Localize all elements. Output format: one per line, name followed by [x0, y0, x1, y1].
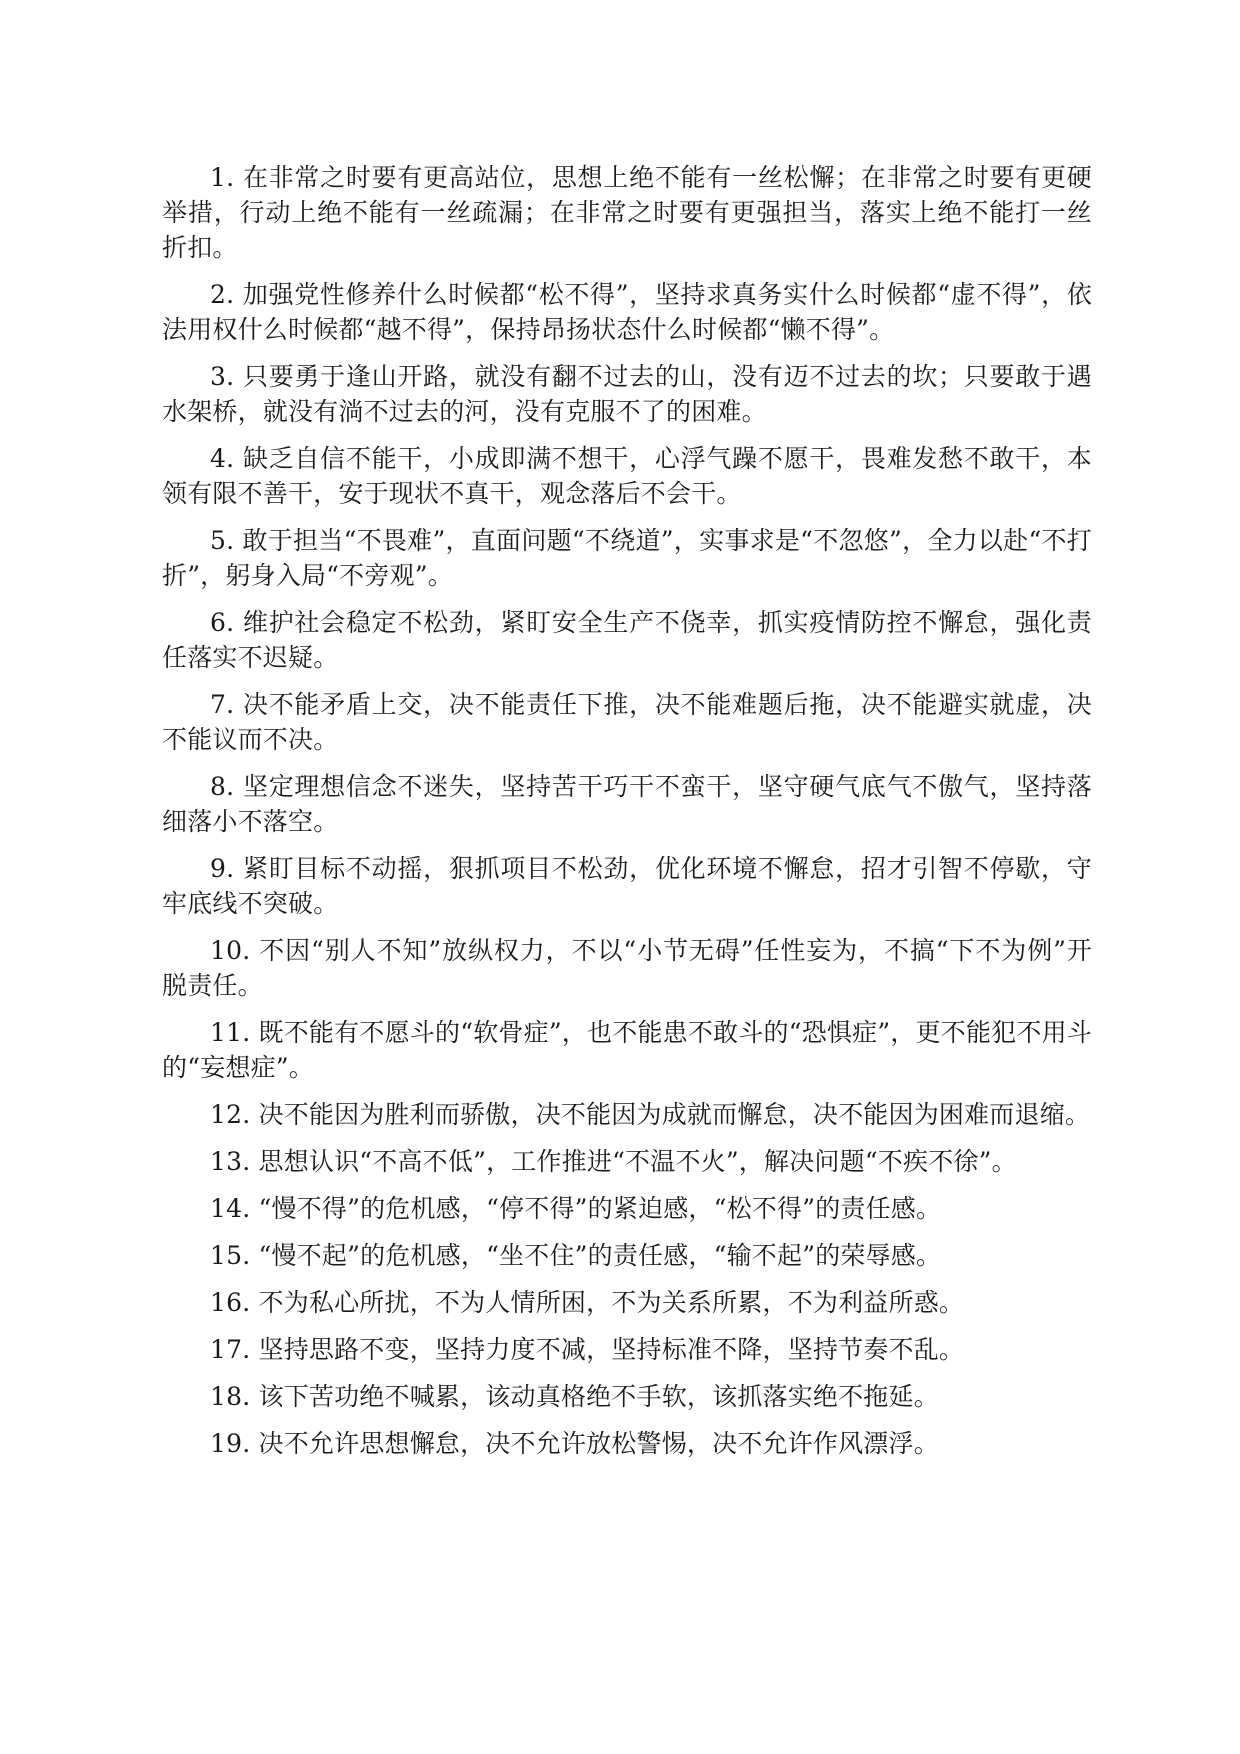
list-item: 16. 不为私心所扰，不为人情所困，不为关系所累，不为利益所惑。 [210, 1288, 965, 1317]
list-item: 7. 决不能矛盾上交，决不能责任下推，决不能难题后拖，决不能避实就虚，决不能议而不决。 [162, 690, 1092, 754]
list-item: 18. 该下苦功绝不喊累，该动真格绝不手软，该抓落实绝不拖延。 [210, 1382, 939, 1411]
list-item: 10. 不因“别人不知”放纵权力，不以“小节无碍”任性妄为，不搞“下不为例”开脱责任。 [162, 936, 1092, 1000]
list-item: 8. 坚定理想信念不迷失，坚持苦干巧干不蛮干，坚守硬气底气不傲气，坚持落细落小不落空。 [162, 772, 1092, 836]
list-item: 6. 维护社会稳定不松劲，紧盯安全生产不侥幸，抓实疫情防控不懈怠，强化责任落实不迟疑。 [162, 608, 1092, 672]
list-item: 1. 在非常之时要有更高站位，思想上绝不能有一丝松懈；在非常之时要有更硬举措，行动上绝不能有一丝疏漏；在非常之时要有更强担当，落实上绝不能打一丝折扣。 [162, 163, 1092, 262]
list-item: 17. 坚持思路不变，坚持力度不减，坚持标准不降，坚持节奏不乱。 [210, 1335, 965, 1364]
list-item: 13. 思想认识“不高不低”，工作推进“不温不火”，解决问题“不疾不徐”。 [210, 1147, 1017, 1176]
list-item: 9. 紧盯目标不动摇，狠抓项目不松劲，优化环境不懈怠，招才引智不停歇，守牢底线不突破。 [162, 854, 1092, 918]
list-item: 5. 敢于担当“不畏难”，直面问题“不绕道”，实事求是“不忽悠”，全力以赴“不打折”，躬身入局“不旁观”。 [162, 526, 1092, 590]
list-item: 4. 缺乏自信不能干，小成即满不想干，心浮气躁不愿干，畏难发愁不敢干，本领有限不善干，安于现状不真干，观念落后不会干。 [162, 444, 1092, 508]
list-item: 19. 决不允许思想懈怠，决不允许放松警惕，决不允许作风漂浮。 [210, 1429, 939, 1458]
list-item: 11. 既不能有不愿斗的“软骨症”，也不能患不敢斗的“恐惧症”，更不能犯不用斗的“妄想症”。 [162, 1018, 1092, 1082]
list-item: 14. “慢不得”的危机感，“停不得”的紧迫感，“松不得”的责任感。 [210, 1194, 942, 1223]
list-item: 15. “慢不起”的危机感，“坐不住”的责任感，“输不起”的荣辱感。 [210, 1241, 942, 1270]
list-item: 12. 决不能因为胜利而骄傲，决不能因为成就而懈怠，决不能因为困难而退缩。 [210, 1100, 1091, 1129]
list-item: 2. 加强党性修养什么时候都“松不得”，坚持求真务实什么时候都“虚不得”，依法用权什么时候都“越不得”，保持昂扬状态什么时候都“懒不得”。 [162, 280, 1092, 344]
list-item: 3. 只要勇于逢山开路，就没有翻不过去的山，没有迈不过去的坎；只要敢于遇水架桥，就没有淌不过去的河，没有克服不了的困难。 [162, 362, 1092, 426]
document-page [162, 160, 1092, 1473]
